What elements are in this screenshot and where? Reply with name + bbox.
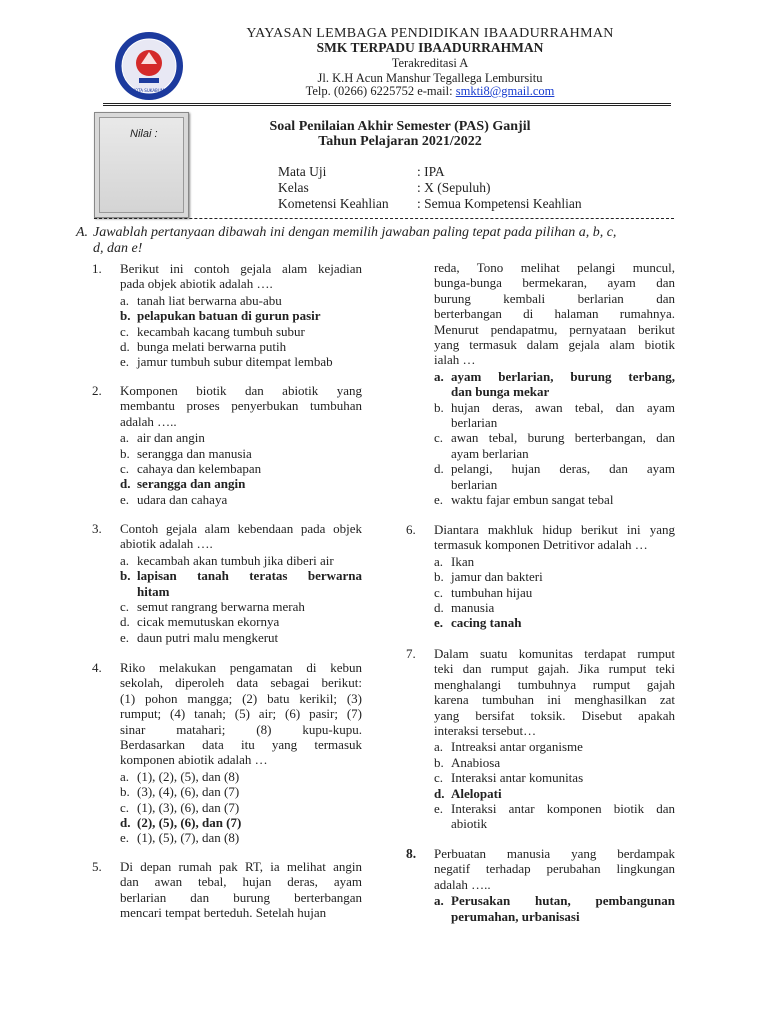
question-text-line: rumput; (4) tanah; (5) air; (6) pasir; (7) [120, 706, 362, 722]
accreditation: Terakreditasi A [391, 56, 469, 70]
option-text: kecambah akan tumbuh jika diberi air [137, 552, 334, 568]
option-letter: b. [120, 568, 131, 584]
option-text: Interaksi antar komunitas [451, 770, 584, 786]
header-divider [103, 103, 671, 106]
instruction [76, 225, 676, 257]
option-letter: e. [434, 801, 444, 816]
option-text: hujan deras, awan tebal, dan ayam [451, 399, 675, 415]
option-text: bunga melati berwarna putih [137, 339, 287, 354]
question-text-line: Dalam suatu komunitas terdapat rumput [434, 646, 675, 661]
score-label: Nilai : [130, 128, 158, 140]
option-letter: c. [434, 770, 444, 786]
option-text: pelangi, hujan deras, dan ayam [451, 461, 675, 477]
question-text-line: (1) pohon mangga; (2) batu kerikil; (3) [120, 690, 362, 706]
option-text: (2), (5), (6), dan (7) [137, 815, 242, 830]
question-text-line: berterbangan di halaman rumahnya. [434, 306, 675, 322]
option-text: Interaksi antar komponen biotik dan [451, 801, 675, 816]
question-text-line: Menurut pendapatmu, pernyataan berikut [434, 321, 675, 337]
option-text: awan tebal, burung berterbangan, dan [451, 430, 675, 446]
option-text: kecambah kacang tumbuh subur [137, 323, 305, 339]
instruction-line-1: Jawablah pertanyaan dibawah ini dengan memilih jawaban paling tepat pada pilihan a, b, c, [93, 225, 617, 240]
option-letter: a. [120, 552, 130, 568]
option-text: Perusakan hutan, pembangunan [451, 893, 675, 909]
question-text-line: sekolah, diperoleh data sebagai berikut: [120, 675, 362, 691]
question-number: 3. [92, 521, 102, 536]
option-text: Ikan [451, 553, 475, 569]
option-letter: e. [434, 492, 444, 507]
exam-title: Soal Penilaian Akhir Semester (PAS) Ganjil [269, 119, 531, 134]
question-text-line: membantu proses penyerbukan tumbuhan [120, 398, 362, 414]
question-number: 5. [92, 859, 102, 874]
option-text: semut rangrang berwarna merah [137, 599, 305, 614]
option-text: cahaya dan kelembapan [137, 461, 262, 476]
option-text: pelapukan batuan di gurun pasir [137, 308, 321, 324]
question-number: 4. [92, 660, 102, 675]
question-text-line: adalah ….. [434, 876, 491, 892]
question-text-line: negatif terhadap perubahan lingkungan [434, 861, 675, 877]
question-number: 8. [406, 846, 417, 861]
option-letter: b. [434, 569, 444, 585]
question-text-line: reda, Tono melihat pelangi muncul, [434, 260, 675, 275]
option-text: abiotik [451, 816, 488, 832]
option-text: jamur tumbuh subur ditempat lembab [137, 354, 333, 370]
instruction-line-2: d, dan e! [93, 241, 143, 256]
question-text-line: Contoh gejala alam kebendaan pada objek [120, 521, 362, 536]
option-text: (3), (4), (6), dan (7) [137, 784, 240, 800]
option-letter: d. [120, 339, 130, 354]
email-link[interactable]: smkti8@gmail.com [455, 84, 555, 98]
question-text-line: Berdasarkan data itu yang termasuk [120, 737, 362, 752]
info-value-competency: : Semua Kompetensi Keahlian [417, 196, 582, 211]
option-text: serangga dan angin [137, 476, 246, 492]
option-letter: d. [434, 785, 445, 801]
question-number: 1. [92, 261, 102, 276]
option-letter: d. [120, 614, 130, 630]
info-value-class: : X (Sepuluh) [417, 180, 491, 195]
question-text-line: abiotik adalah …. [120, 536, 213, 552]
score-box [94, 112, 189, 218]
option-text: waktu fajar embun sangat tebal [451, 492, 614, 507]
school-name: SMK TERPADU IBAADURRAHMAN [316, 40, 544, 55]
question-text-line: yang bersifat toksik. Disebut apakah [434, 707, 675, 723]
option-letter: c. [120, 799, 130, 815]
info-label-subject: Mata Uji [278, 164, 327, 179]
question-text-line: teki dan rumput gajah. Jika rumput teki [434, 661, 675, 677]
question-text-line: dan awan tebal, hujan deras, ayam [120, 874, 362, 890]
option-letter: c. [120, 323, 130, 339]
question-text-line: bunga-bunga bermekaran, ayam dan [434, 275, 675, 291]
option-text: hitam [137, 583, 170, 599]
option-letter: a. [434, 553, 444, 569]
question-number: 2. [92, 383, 102, 398]
question-text-line: karena tumbuhan ini menghasilkan zat [434, 692, 675, 708]
question-text-line: mencari tempat berteduh. Setelah hujan [120, 905, 327, 921]
option-text: udara dan cahaya [137, 491, 228, 507]
option-letter: c. [434, 430, 444, 446]
question-text-line: adalah ….. [120, 413, 177, 429]
option-letter: a. [120, 768, 130, 784]
question-text-line: Diantara makhluk hidup berikut ini yang [434, 522, 675, 537]
option-text: air dan angin [137, 430, 205, 446]
option-text: lapisan tanah teratas berwarna [137, 568, 362, 584]
option-text: tumbuhan hijau [451, 584, 533, 600]
question-text-line: interaksi tersebut… [434, 723, 537, 738]
info-label-competency: Kometensi Keahlian [278, 196, 389, 211]
option-text: serangga dan manusia [137, 445, 252, 461]
option-text: tanah liat berwarna abu-abu [137, 292, 282, 308]
school-address: Jl. K.H Acun Manshur Tegallega Lembursitu [317, 71, 543, 85]
option-letter: a. [434, 368, 444, 384]
option-text: berlarian [451, 415, 498, 430]
question-text-line: menghalangi tumbuhnya rumput gajah [434, 676, 675, 692]
option-letter: d. [434, 461, 444, 477]
question-number: 7. [406, 646, 416, 661]
option-letter: c. [434, 584, 444, 600]
question-text-line: termasuk komponen Detritivor adalah … [434, 537, 648, 553]
option-letter: b. [434, 399, 444, 415]
question-text-line: sinar matahari; (8) kupu-kupu. [120, 721, 362, 737]
option-letter: d. [120, 815, 131, 830]
question-number: 6. [406, 522, 416, 537]
question-text-line: Berikut ini contoh gejala alam kejadian [120, 261, 362, 276]
exam-year: Tahun Pelajaran 2021/2022 [318, 134, 482, 149]
question-text-line: pada objek abiotik adalah …. [120, 276, 273, 292]
question-text-line: Riko melakukan pengamatan di kebun [120, 660, 362, 675]
option-letter: c. [120, 599, 130, 614]
option-text: Alelopati [451, 785, 502, 801]
option-text: cicak memutuskan ekornya [137, 614, 280, 630]
question-text-line: Komponen biotik dan abiotik yang [120, 383, 362, 398]
question-text-line: ialah … [434, 352, 476, 368]
option-letter: a. [120, 292, 130, 308]
option-letter: d. [434, 600, 444, 615]
option-letter: a. [120, 430, 130, 446]
foundation-name: YAYASAN LEMBAGA PENDIDIKAN IBAADURRAHMAN [246, 26, 614, 41]
score-box-inner [99, 117, 184, 213]
option-letter: a. [434, 893, 444, 909]
option-text: perumahan, urbanisasi [451, 908, 580, 924]
option-text: Intreaksi antar organisme [451, 739, 583, 755]
option-letter: b. [120, 308, 131, 324]
question-text-line: Di depan rumah pak RT, ia melihat angin [120, 859, 362, 874]
school-logo [113, 30, 185, 102]
option-letter: b. [120, 784, 130, 800]
option-text: daun putri malu mengkerut [137, 629, 279, 645]
question-text-line: komponen abiotik adalah … [120, 752, 268, 768]
option-text: dan bunga mekar [451, 384, 550, 400]
option-text: (1), (2), (5), dan (8) [137, 768, 240, 784]
school-contact [200, 84, 660, 99]
option-text: ayam berlarian, burung terbang, [451, 368, 675, 384]
option-letter: e. [120, 830, 130, 846]
option-letter: e. [434, 615, 444, 631]
section-divider [94, 218, 674, 219]
option-letter: d. [120, 476, 131, 492]
question-text-line: berlarian dan burung berterbangan [120, 889, 362, 905]
option-letter: a. [434, 739, 444, 755]
section-letter: A. [76, 225, 89, 240]
option-text: manusia [451, 600, 495, 615]
option-text: Anabiosa [451, 754, 501, 770]
option-letter: e. [120, 354, 130, 370]
option-letter: b. [434, 754, 444, 770]
question-text-line: burung kembali berlarian dan [434, 290, 675, 306]
info-label-class: Kelas [278, 180, 309, 195]
option-letter: e. [120, 629, 130, 645]
info-value-subject: : IPA [417, 164, 445, 179]
option-text: ayam berlarian [451, 445, 529, 461]
contact-phone: Telp. (0266) 6225752 e-mail: [305, 84, 456, 98]
question-text-line: Perbuatan manusia yang berdampak [434, 846, 675, 861]
option-text: cacing tanah [451, 615, 522, 631]
question-text-line: yang termasuk dalam gejala alam biotik [434, 337, 675, 352]
option-letter: b. [120, 445, 130, 461]
option-text: jamur dan bakteri [451, 569, 543, 585]
svg-text:KOTA SUKABUMI: KOTA SUKABUMI [132, 88, 166, 93]
option-letter: e. [120, 491, 130, 507]
option-text: (1), (3), (6), dan (7) [137, 799, 240, 815]
option-letter: c. [120, 461, 130, 476]
option-text: (1), (5), (7), dan (8) [137, 830, 240, 846]
option-text: berlarian [451, 476, 498, 492]
